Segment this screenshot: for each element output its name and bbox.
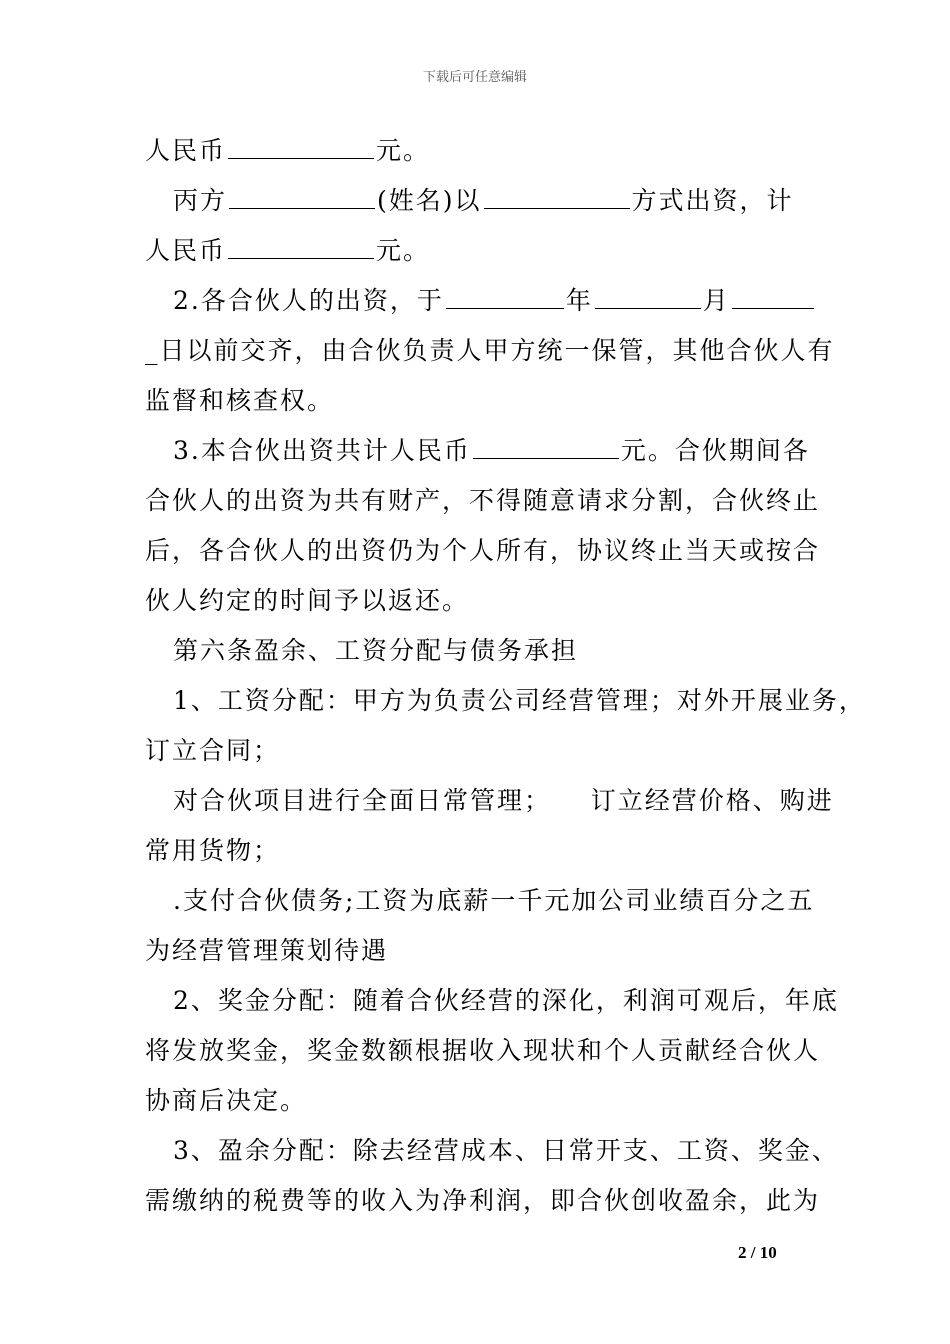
text-line-7: 3.本合伙出资共计人民币 元。合伙期间各 bbox=[173, 436, 810, 465]
text-line-21: 3、盈余分配：除去经营成本、日常开支、工资、奖金、 bbox=[173, 1136, 839, 1165]
fill-blank bbox=[732, 284, 814, 309]
text-line-18: 2、奖金分配：随着合伙经营的深化，利润可观后，年底 bbox=[173, 986, 839, 1015]
text-line-16: .支付合伙债务;工资为底薪一千元加公司业绩百分之五 bbox=[173, 886, 815, 915]
text-line-14: 对合伙项目进行全面日常管理； 订立经营价格、购进 bbox=[173, 786, 834, 815]
text-line-19: 将发放奖金，奖金数额根据收入现状和个人贡献经合伙人 bbox=[145, 1036, 821, 1065]
text-line-8: 合伙人的出资为共有财产，不得随意请求分割，合伙终止 bbox=[145, 486, 821, 515]
text-line-22: 需缴纳的税费等的收入为净利润，即合伙创收盈余，此为 bbox=[145, 1186, 821, 1215]
text-line-6: 监督和核查权。 bbox=[145, 386, 335, 415]
text-line-4: 2.各合伙人的出资，于 年 月 bbox=[173, 284, 843, 318]
page-number: 2 / 10 bbox=[738, 1243, 777, 1262]
text-line-20: 协商后决定。 bbox=[145, 1086, 308, 1115]
fill-blank bbox=[446, 284, 564, 309]
text-line-13: 订立合同； bbox=[145, 736, 281, 765]
text-line-9: 后，各合伙人的出资仍为个人所有，协议终止当天或按合 bbox=[145, 536, 821, 565]
text-line-17: 为经营管理策划待遇 bbox=[145, 936, 389, 965]
text-line-12: 1、工资分配：甲方为负责公司经营管理；对外开展业务， bbox=[173, 686, 866, 715]
text-line-10: 伙人约定的时间予以返还。 bbox=[145, 586, 470, 615]
fill-blank bbox=[473, 434, 619, 459]
fill-blank bbox=[228, 234, 374, 259]
section-heading: 第六条盈余、工资分配与债务承担 bbox=[173, 636, 579, 665]
text-line-3: 人民币 元。 bbox=[145, 236, 431, 265]
header-note: 下载后可任意编辑 bbox=[422, 70, 527, 85]
fill-blank bbox=[484, 184, 630, 209]
text-line-1: 人民币 元。 bbox=[145, 136, 431, 165]
fill-blank bbox=[229, 184, 375, 209]
fill-blank bbox=[228, 134, 374, 159]
text-line-2: 丙方 (姓名)以 方式出资，计 bbox=[173, 186, 794, 215]
fill-blank bbox=[595, 284, 701, 309]
text-line-5: _日以前交齐，由合伙负责人甲方统一保管，其他合伙人有 bbox=[145, 336, 835, 365]
text-line-15: 常用货物； bbox=[145, 836, 281, 865]
